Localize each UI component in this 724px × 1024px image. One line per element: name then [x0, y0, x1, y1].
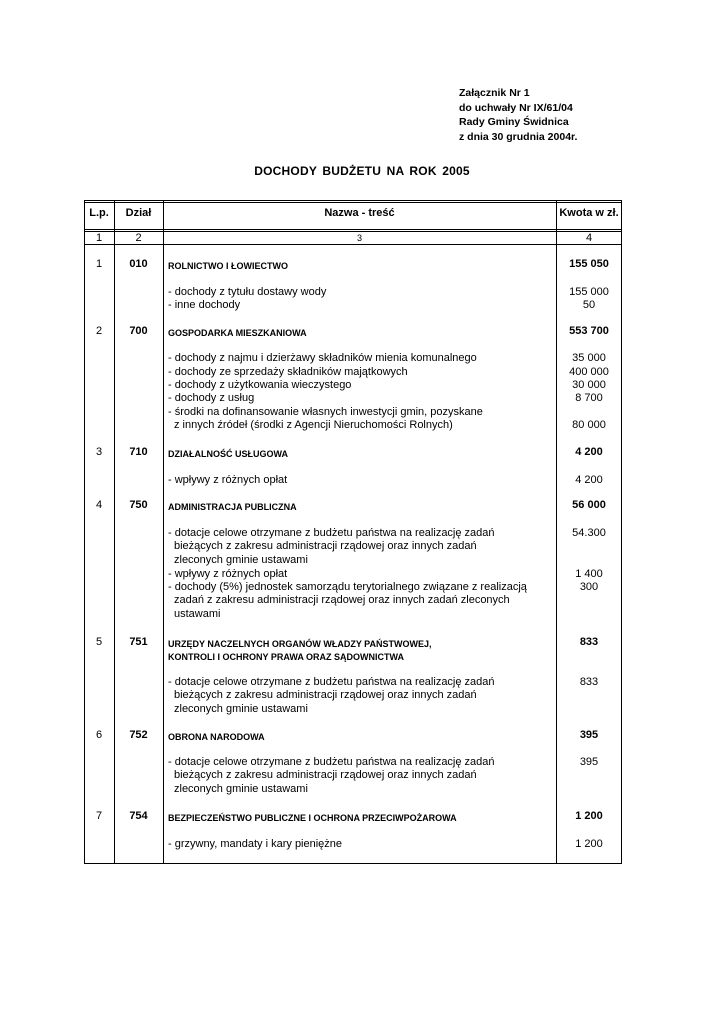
col-number-4: 4: [585, 232, 593, 244]
item-description: - dochody ze sprzedaży składników majątkowych: [168, 366, 408, 378]
item-description: - dotacje celowe otrzymane z budżetu państwa na realizację zadań: [168, 676, 495, 688]
section-name: ADMINISTRACJA PUBLICZNA: [168, 502, 297, 512]
number-row-bottom-border: [84, 244, 622, 245]
item-amount: 54.300: [572, 527, 606, 539]
row-dzial: 750: [129, 499, 148, 511]
header-nazwa: Nazwa - treść: [324, 207, 395, 219]
item-description: - dochody (5%) jednostek samorządu terytorialnego związane z realizacją: [168, 581, 527, 593]
item-description-cont: zleconych gminie ustawami: [174, 702, 308, 715]
col-border-lp: [114, 200, 115, 864]
item-description: - dochody z najmu i dzierżawy składników mienia komunalnego: [168, 352, 477, 364]
item-amount: 395: [579, 756, 599, 768]
header-bottom-border-inner: [84, 231, 622, 232]
section-total: 56 000: [572, 499, 606, 511]
section-name: DZIAŁALNOŚĆ USŁUGOWA: [168, 449, 288, 459]
row-lp: 2: [95, 325, 103, 337]
header-kwota: Kwota w zł.: [559, 207, 619, 219]
annex-header: [459, 86, 577, 144]
item-amount: 8 700: [575, 392, 603, 404]
item-amount: 400 000: [569, 366, 609, 378]
section-name: BEZPIECZEŃSTWO PUBLICZNE I OCHRONA PRZECIWPOŻAROWA: [168, 813, 457, 823]
section-total: 553 700: [569, 325, 609, 337]
item-description: - inne dochody: [168, 299, 241, 311]
item-amount: 1 200: [575, 838, 603, 850]
item-amount: 35 000: [572, 352, 606, 364]
item-description-cont: zadań z zakresu administracji rządowej oraz innych zadań zleconych: [174, 594, 510, 607]
item-amount: 80 000: [572, 419, 606, 432]
col-border-dzial: [163, 200, 164, 864]
item-description: - środki na dofinansowanie własnych inwestycji gmin, pozyskane: [168, 406, 483, 418]
item-description-cont: bieżących z zakresu administracji rządowej oraz innych zadań: [174, 540, 477, 553]
row-lp: 4: [95, 499, 103, 511]
item-amount: 833: [579, 676, 599, 688]
item-description-cont: zleconych gminie ustawami: [174, 553, 308, 566]
row-lp: 3: [95, 446, 103, 458]
annex-line-4: z dnia 30 grudnia 2004r.: [459, 130, 578, 143]
table-top-border-inner: [84, 202, 622, 203]
header-lp: L.p.: [89, 207, 109, 219]
annex-line-1: Załącznik Nr 1: [459, 87, 530, 99]
section-total: 1 200: [575, 810, 603, 822]
row-dzial: 754: [129, 810, 148, 822]
row-dzial: 752: [129, 729, 148, 741]
item-description-cont: bieżących z zakresu administracji rządowej oraz innych zadań: [174, 689, 477, 702]
section-total: 155 050: [569, 258, 609, 270]
col-number-3: 3: [356, 233, 362, 243]
row-lp: 7: [95, 810, 103, 822]
item-amount: 50: [582, 299, 596, 311]
row-lp: 1: [95, 258, 103, 270]
row-lp: 5: [95, 636, 103, 648]
header-bottom-border: [84, 229, 622, 230]
item-description: - dotacje celowe otrzymane z budżetu państwa na realizację zadań: [168, 756, 495, 768]
section-total: 833: [579, 636, 599, 648]
row-dzial: 010: [129, 258, 148, 270]
item-description: - dochody z usług: [168, 392, 255, 404]
item-description-cont: bieżących z zakresu administracji rządowej oraz innych zadań: [174, 769, 477, 782]
col-border-right: [621, 200, 622, 864]
item-description: - wpływy z różnych opłat: [168, 474, 288, 486]
item-description: - dochody z użytkowania wieczystego: [168, 379, 352, 391]
row-lp: 6: [95, 729, 103, 741]
table-top-border: [84, 200, 622, 201]
section-total: 395: [579, 729, 599, 741]
col-number-2: 2: [135, 232, 142, 244]
item-amount: 1 400: [575, 568, 603, 580]
col-number-1: 1: [95, 232, 103, 244]
annex-line-2: do uchwały Nr IX/61/04: [459, 101, 573, 114]
item-description-cont: ustawami: [174, 607, 221, 620]
item-amount: 30 000: [572, 379, 606, 391]
document-title: DOCHODY BUDŻETU NA ROK 2005: [254, 164, 470, 178]
section-total: 4 200: [575, 446, 603, 458]
col-border-left: [84, 200, 85, 864]
section-name: OBRONA NARODOWA: [168, 732, 265, 742]
row-dzial: 751: [129, 636, 148, 648]
item-description-cont: z innych źródeł (środki z Agencji Nieruchomości Rolnych): [174, 419, 453, 432]
item-description: - dotacje celowe otrzymane z budżetu państwa na realizację zadań: [168, 527, 495, 539]
section-name: URZĘDY NACZELNYCH ORGANÓW WŁADZY PAŃSTWOWEJ,: [168, 639, 432, 649]
table-bottom-border: [84, 863, 622, 864]
row-dzial: 710: [129, 446, 148, 458]
item-description: - grzywny, mandaty i kary pieniężne: [168, 838, 343, 850]
row-dzial: 700: [129, 325, 148, 337]
item-description: - dochody z tytułu dostawy wody: [168, 286, 327, 298]
annex-line-3: Rady Gminy Świdnica: [459, 116, 569, 128]
header-dzial: Dział: [125, 207, 152, 219]
item-amount: 4 200: [575, 474, 603, 486]
item-amount: 155 000: [569, 286, 609, 298]
section-name: ROLNICTWO I ŁOWIECTWO: [168, 261, 288, 271]
item-description: - wpływy z różnych opłat: [168, 568, 288, 580]
section-name-line-2: KONTROLI I OCHRONY PRAWA ORAZ SĄDOWNICTWA: [168, 652, 404, 662]
item-amount: 300: [579, 581, 599, 593]
section-name: GOSPODARKA MIESZKANIOWA: [168, 328, 307, 338]
item-description-cont: zleconych gminie ustawami: [174, 782, 308, 795]
